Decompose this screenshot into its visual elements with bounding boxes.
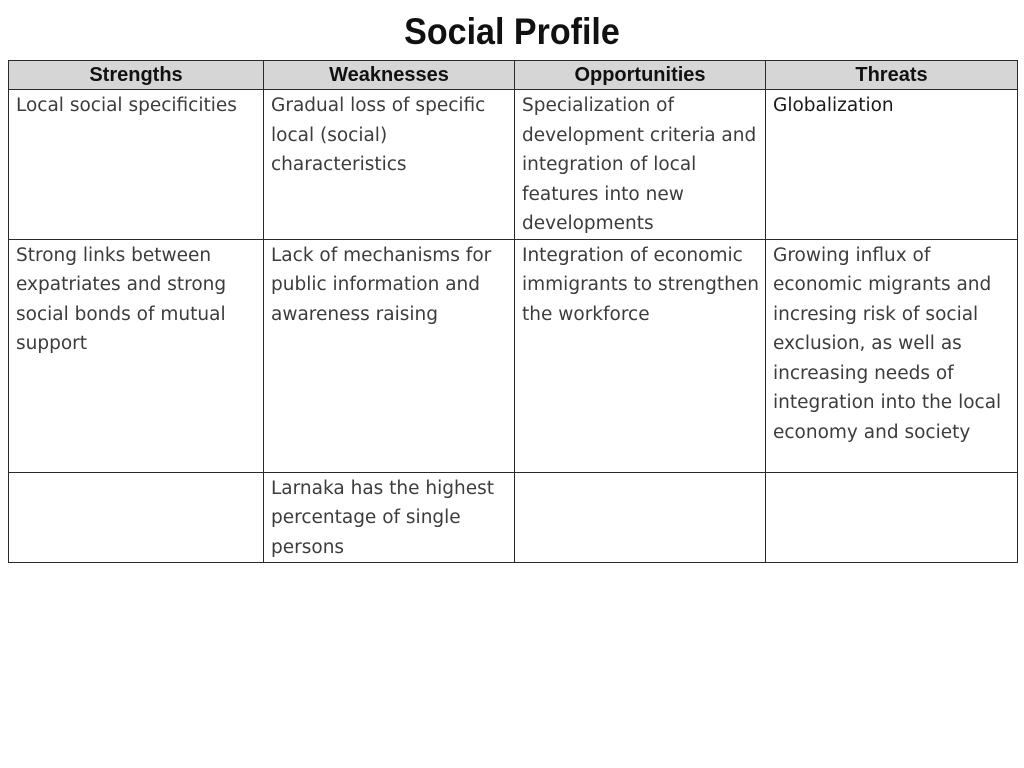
- header-opportunities: Opportunities: [515, 61, 766, 90]
- table-cell: [9, 472, 264, 563]
- table-row: [9, 239, 1018, 472]
- table-cell: [766, 239, 1018, 472]
- table-cell: [515, 90, 766, 240]
- table-row: [9, 90, 1018, 240]
- cell-text: Strong links between expatriates and strong social bonds of mutual support: [16, 244, 227, 354]
- cell-text: Integration of economic immigrants to strengthen the workforce: [522, 244, 759, 325]
- table-cell: [264, 472, 515, 563]
- header-weaknesses: Weaknesses: [264, 61, 515, 90]
- table-cell: [264, 90, 515, 240]
- cell-text: Globalization: [773, 95, 894, 116]
- swot-table: [8, 60, 1018, 563]
- table-cell: [264, 239, 515, 472]
- cell-text: Local social specificities: [16, 95, 237, 116]
- cell-text: Lack of mechanisms for public information and awareness raising: [271, 244, 492, 325]
- table-cell: [766, 472, 1018, 563]
- header-threats: Threats: [766, 61, 1018, 90]
- page-title: Social Profile: [404, 11, 620, 52]
- table-cell: [9, 239, 264, 472]
- table-header-row: [9, 61, 1018, 90]
- table-row: [9, 472, 1018, 563]
- table-cell: [515, 239, 766, 472]
- cell-text: Gradual loss of specific local (social) characteristics: [271, 95, 486, 175]
- table-cell: [766, 90, 1018, 240]
- header-strengths: Strengths: [9, 61, 264, 90]
- cell-text: Growing influx of economic migrants and incresing risk of social exclusion, as well as increasing needs of integration into the local economy and society: [773, 244, 1002, 443]
- table-cell: [9, 90, 264, 240]
- table-cell: [515, 472, 766, 563]
- cell-text: Specialization of development criteria and integration of local features into new developments: [522, 95, 757, 234]
- cell-text: Larnaka has the highest percentage of single persons: [271, 477, 495, 558]
